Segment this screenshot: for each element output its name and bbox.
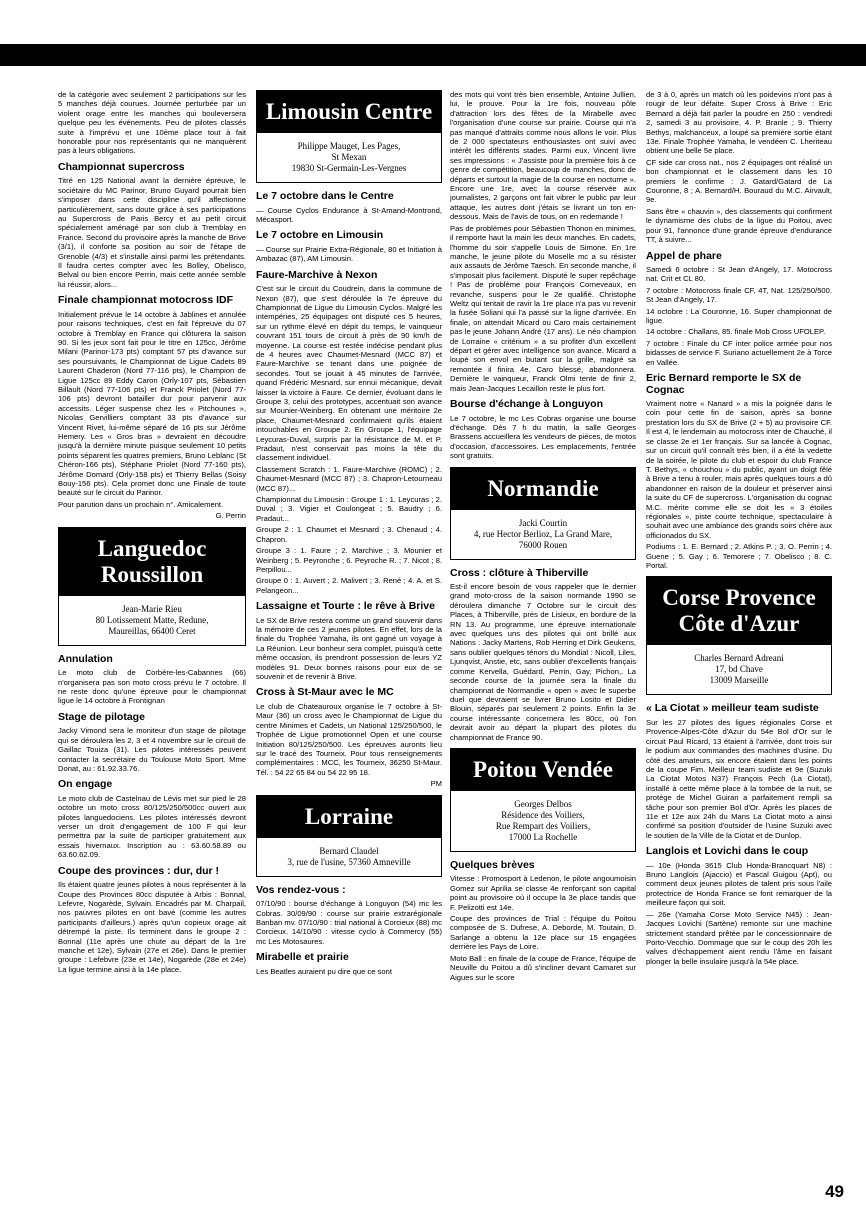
heading-cross-st-maur: Cross à St-Maur avec le MC: [256, 686, 394, 699]
heading-stage: Stage de pilotage: [58, 710, 145, 723]
region-address: [257, 838, 441, 876]
paragraph-appel-2: 7 octobre : Motocross finale CF, 4T, Nat. 125/250/500. St Jean d'Angely, 17.: [646, 285, 832, 305]
paragraph-supercross: Titré en 125 National avant la dernière épreuve, le sociétaire du MC Parinor, Bruno Guyard pourrait bien s'imposer dans cette discipline qu'il affectionne particulièrement, sans doute grâce à ses participations au Supercross de Paris Bercy et au petit circuit spécialement aménagé par son club à Tremblay en France. Second du provisoire après la manche de Brive (3/1), il conforte sa position au soir de l'étape de Grenoble (4/3) et s'installe ainsi parmi les prétendants. Il faudra certes compter avec les Bolley, Obelisco, Belval ou bien encore Perrin, mais cette année semble lui réussir, alors...: [58, 176, 246, 289]
region-box-languedoc: [58, 527, 246, 646]
paragraph-coupe-provinces: Ils étaient quatre jeunes pilotes à nous représenter à la Coupe des Provinces 80cc disputée à Arbis : Bonnal, Lefevre, Nogarède, Sylvain. Encadrés par M. Charpail, nos pauvres pilotes en ont bavé (comme les autres participants d'ailleurs.) après qu'un copieux orage ait détrempé la piste. Ils terminent dans le groupe 2 : Bonnal (11e après une chute au départ de la 1re manche et 12e), Sylvain (27e et 26e). Dans le premier groupe : Lefebvre (23e et 14e), Nogarède (28e et 24e) La ligue termine ainsi à la 14e place.: [58, 880, 246, 974]
heading-lassaigne: Lassaigne et Tourte : le rêve à Brive: [256, 600, 435, 613]
paragraph-cross-thiberville: Est-il encore besoin de vous rappeler que le dernier grand moto-cross de la saison normande 1990 se déroulera dimanche 7 Octobre sur le circuit des Places, à Thiberville, près de Lisieux, en bordure de la RN 13. Au programme, une épreuve internationale avec quelques uns des pilotes qui ont brillé aux Nations : Jacky Martens, Rob Herring et Dirk Geukens, sans oublier quelques ténors du Mondial : Nicoll, Liles, Ljunqvist, Anstie, etc, sans oublier d'excellents français comme Kervella, Guédard, Perrin, Gay, Pichon,. La seconde course de la journée sera la finale du championnat de Normandie « open » avec le superbe duel que devraient se livrer Bruno Losito et Didier Blouin, séparés par seulement 2 points. Enfin la 3e course intéressante concernera les 80cc, où l'on devrait avoir au départ la plupart des pilotes du championnat de France 90.: [450, 582, 636, 742]
address-line: St Mexan: [331, 152, 367, 162]
address-line: 13009 Marseille: [709, 675, 769, 686]
paragraph-rendez-vous: 07/10/90 : bourse d'échange à Longuyon (54) mc les Cobras. 30/09/90 : course sur prairie extrarégionale Banban mv. 07/10/90 : trial national à Corcieux (88) mc Corcieux. 14/10/90 : vitesse cyclo à Commercy (55) mc Les Motosaures.: [256, 899, 442, 946]
paragraph-stage: Jacky Vimond sera le moniteur d'un stage de pilotage qui se déroulera les 2, 3 et 4 novembre sur le circuit de Gaillac Touiza (31). Les pilotes intéressés peuvent contacter la secrétaire du Toulouse Moto Sport. Mme Donat, au : 61.92.33.76.: [58, 726, 246, 773]
paragraph-on-engage: Le moto club de Castelnau de Lévis met sur pied le 28 octobre un moto cross 80/125/250/500cc ouvert aux pilotes languedociens. Les pilotes intéressés devront verser un droit d'engagement de 100 F qui leur permettra par la suite de participer gratuitement aux essais hivernaux. Inscription au : 63.60.58.89 ou 63.60.62.09.: [58, 793, 246, 860]
region-box-poitou: [450, 748, 636, 852]
paragraph-groupe3: Groupe 3 : 1. Faure ; 2. Marchive ; 3. Mounier et Weinberg ; 5. Peyronche ; 6. Peyroche R. ; 7. Nicot ; 8. Perpillou...: [256, 546, 442, 574]
address-line: Jacki Courtin: [518, 517, 568, 528]
region-box-corse-provence: [646, 576, 832, 695]
region-box-lorraine: [256, 795, 442, 877]
address-line: Charles Bernard Adreani: [694, 653, 784, 664]
paragraph-7oct-limousin: — Course sur Prairie Extra-Régionale, 80 et Initiation à Ambazac (87), AM Limousin.: [256, 244, 442, 264]
paragraph-appel-4: 14 octobre : Challans, 85. finale Mob Cross UFOLEP.: [646, 327, 826, 337]
region-title: Lorraine: [257, 796, 441, 838]
region-title: Normandie: [451, 468, 635, 510]
address-line: 4, rue Hector Berlioz, La Grand Mare,: [473, 528, 613, 539]
paragraph-7oct-centre: — Course Cyclos Endurance à St-Amand-Montrond, Mécasport.: [256, 205, 442, 224]
paragraph-parution: Pour parution dans un prochain n°. Amicalement.: [58, 499, 224, 509]
region-title: Poitou Vendée: [451, 749, 635, 791]
paragraph-appel-5: 7 octobre : Finale du CF inter police armée pour nos bidasses de service F. Suriano actuellement 2e à Torce en Vallée.: [646, 338, 832, 367]
paragraph-classement-scratch: Classement Scratch : 1. Faure-Marchive (ROMC) ; 2. Chaumet-Mesnard (MCC 87) ; 3. Chapron-Letourneau (MCC 87)...: [256, 464, 442, 493]
heading-7oct-centre: Le 7 octobre dans le Centre: [256, 190, 394, 202]
heading-bourse: Bourse d'échange à Longuyon: [450, 398, 604, 410]
address-line: 76000 Rouen: [518, 539, 568, 550]
heading-cross-thiberville: Cross : clôture à Thiberville: [450, 566, 589, 579]
paragraph-groupe2: Groupe 2 : 1. Chaumet et Mesnard ; 3. Chenaud ; 4. Chapron.: [256, 525, 442, 544]
paragraph-lassaigne: Le SX de Brive restera comme un grand souvenir dans la mémoire de ces 2 jeunes pilotes. En effet, lors de la finale du Trophée Yamaha, ils ont gagné un voyage à La Réunion. Leur bonheur sera complet, puisqu'à cette même occasion, ils prendront possession de leurs YZ modèles 91. Deux bonnes raisons pour eux de se souvenir et de revenir à Brive.: [256, 615, 442, 682]
address-line: 19830 St-Germain-Les-Vergnes: [291, 163, 407, 173]
heading-coupe-provinces: Coupe des provinces : dur, dur !: [58, 864, 220, 877]
address-line: 17, bd Chave: [715, 664, 763, 675]
paragraph-faure-marchive: C'est sur le circuit du Coudrein, dans la commune de Nexon (87), que s'est déroulée la 7e épreuve du Championnat de Ligue du Limousin Cyclos. Malgré les intempéries, 25 équipages ont disputé ces 5 heures, sur un rythme élevé en dépit du temps, le vainqueur couvrant 151 tours de circuit à près de 90 km/h de moyenne. La course est restée indécise pendant plus de 4 heures avec Chaumet-Mesnard (MCC 87) et Faure-Marchive se tenant dans une poignée de secondes. Tout se jouait à 45 minutes de l'arrivée, quand Frédéric Mesnard, sur ennui mécanique, devait laisser la victoire à Faure. Ce dernier, évoluant dans le Groupe 3, celui des prototypes, accentuait son avance sur Mounier-Weinberg. En obtenant une méritoire 2e place, Chaumet-Mesnard confirmaient qu'ils étaient intouchables en Groupe 2. En Groupe 1, l'équipage Leycuras-Duval, surpris par la résistance de M. et P. Pradaut, n'est conservait pas moins la tête du classement individuel.: [256, 284, 442, 463]
paragraph-groupe0: Groupe 0 : 1. Auvert ; 2. Malivert ; 3. René ; 4. A. et S. Pelangeon...: [256, 576, 442, 595]
paragraph-la-ciotat: Sur les 27 pilotes des ligues régionales Corse et Provence-Alpes-Côte d'Azur du 54e Bol d'Or sur le circuit Paul Ricard, 13 étaient à l'arrivée, dont trois sur le podium aux commandes des machines d'usine. Du côté des amateurs, six encore étaient dans les points de la coupe Fim. Meilleur team sudiste et 9e (Suzuki La Ciotat Motos N37) François Pech (La Ciotat), installé à cette même place à la tombée de la nuit, se protège de Michel Guiran a parfaitement rempli sa tâche pour son premier Bol d'Or. Après les places de 11e et 12e aux 24h du Mans La Ciotat moto a ainsi confirmé sa position d'outsider de l'usine Suzuki avec le soutien de la Ville de la Ciotat et de Dunlop.: [646, 717, 832, 840]
page-number: 49: [825, 1182, 844, 1201]
address-line: Rue Rempart des Voiliers,: [495, 820, 591, 831]
paragraph-bourse: Le 7 octobre, le mc Les Cobras organise une bourse d'échange. Dès 7 h du matin, la salle Georges Brassens accueillera les vendeurs de pièces, de motos d'occasion, d'accessoires. Les emplacements, l'entrée sont gratuits.: [450, 413, 636, 461]
paragraph-palmares: Pas de problèmes pour Sébastien Thonon en minimes, il remporte haut la main les deux manches. En cadets, l'homme du soir s'appelle Louis de Simone. En 1re manche, le jeune pilote du Moselle mc a su résister aux assauts de Jérôme Taesch. En seconde manche, il s'imposait plus facilement. Disputé le super repêchage ! Pas de problème pour François Corneveaux, en revanche, suspens pour le 2e qualifié. Christophe Weltz qui tentait de ravir la 1re place n'a pas vu revenir la fusée Soliani qui l'a passé sur la ligne d'arrivée. En finale, on attendait Micard ou Caro mais certainement pas le jeune Johann André (17 ans). Le néo champion de Lorraine « critérium » a su profiter d'un excellent départ et gérer avec intelligence son avance. Micard a loupé son envol en butant sur la grille, malgré sa remontée il finira 4e. Caro blessé, abandonnera. Dernière le vainqueur, Franck Olmi tente de finir 2, mais Jean-Jacques Lecaillon reste le plus fort.: [450, 223, 636, 393]
region-address: [59, 596, 245, 645]
column-2: [256, 90, 442, 1190]
heading-eric-bernard: Eric Bernard remporte le SX de Cognac: [646, 372, 802, 396]
column-3: [450, 90, 636, 1190]
address-line: Jean-Marie Rieu: [122, 603, 182, 614]
paragraph-chauvin: Sans être « chauvin », des classements qui confirment le dynamisme des clubs de la ligue du Poitou, avec pour 91, l'annonce d'une grande épreuve d'endurance TT, à suivre...: [646, 206, 832, 245]
heading-on-engage: On engage: [58, 778, 113, 791]
column-1: [58, 90, 246, 1190]
heading-faure-marchive: Faure-Marchive à Nexon: [256, 268, 378, 281]
intro-paragraph: de la catégorie avec seulement 2 participations sur les 5 manches déjà courues. Journée perturbée par un violent orage entre les manches qui bouleversera quelque peu les événements. Peu de pilotes classés suite à l'imprévu et une 10ème place tout à fait honorable pour nos représentants qui ne manquèrent pas à leurs obligations.: [58, 90, 246, 156]
paragraph-trial: Coupe des provinces de Trial : l'équipe du Poitou composée de S. Dufrese, A. Deborde, M. Toutain, D. Sarlange a obtenu la 12e place sur 15 engagées derrière les Pays de Loire.: [450, 914, 636, 952]
header-black-bar: [0, 44, 866, 66]
address-line: 80 Lotissement Matte, Redune,: [95, 614, 209, 625]
heading-mirabelle: Mirabelle et prairie: [256, 951, 349, 964]
paragraph-appel-1: Samedi 6 octobre : St Jean d'Angely, 17. Motocross nat. Crit et CL 80.: [646, 265, 832, 284]
region-address: [257, 133, 441, 182]
paragraph-moto-ball: Moto Ball : en finale de la coupe de France, l'équipe de Neuville du Poitou a dû s'incliner devant Camaret sur Aigues sur le score: [450, 953, 636, 982]
region-address: [451, 510, 635, 559]
address-line: 3, rue de l'usine, 57360 Amneville: [287, 856, 411, 867]
address-line: Maureillas, 66400 Ceret: [108, 625, 196, 636]
paragraph-championnat-groupe1: Championnat du Limousin : Groupe 1 : 1. Leycuras ; 2. Duval ; 3. Vigier et Coulongeat ; 5. Baudry ; 6. Pradaut...: [256, 495, 442, 523]
region-address: [647, 645, 831, 694]
paragraph-langlois-1: — 10e (Honda 3615 Club Honda-Brancquart N8) : Bruno Langlois (Ajaccio) et Pascal Guigou (Apt), ou comment deux jeunes pilotes de talent pris sous l'aile protectrice de Honda France se font remarquer de la meilleure façon qui soit.: [646, 860, 832, 908]
heading-breves: Quelques brèves: [450, 858, 535, 871]
heading-rendez-vous: Vos rendez-vous :: [256, 883, 346, 896]
paragraph-cf-side-car: CF side car cross nat., nos 2 équipages ont réalisé un bon championnat et le classement dans les 10 premiers le confirme : J. Gatard/Gatard de La Couronne, 8 ; A. Bernard/H. Bouraud du M.C. Airvault, 9e.: [646, 157, 832, 205]
region-box-normandie: [450, 467, 636, 560]
paragraph-finale-idf: Initialement prévue le 14 octobre à Jablines et annulée pour raisons techniques, c'est en fait l'épreuve du 07 octobre à Tremblay en France qui clôturera la saison 90. Si les jeux sont fait pour le titre en 125cc, Jérôme Milani (Parinor-173 pts) comptant 57 pts d'avance sur ses poursuivants, le Championnat de Ligue Cadets 89 Laurent Chaderon (Nord 77-116 pts), le Champion de Ligue 125cc 89 Eddy Caron (Orly-107 pts, Sébastien Billault (Nord 77-106 pts) et Franck Priolet (Nord 77-106 pts) devront batailler dur pour parvenir aux accessits. Léger suspense chez les « Pitchounes », Nicolas Gervilliers comptant 33 pts d'avance sur Vincent Rivet, lui-même séparé de 16 pts sur Jérôme Hemery. Les « Gros bras » devraient en découdre jusqu'à la dernière minute puisque seulement 10 petits points séparent les quatres premiers, Bruno Leblanc (St Chéron-166 pts), Stéphane Priolet (Nord 77-160 pts), Jérôme Domard (Orly-158 pts) et Thierry Bellas (Soisy Bouy-156 pts). Cela promet donc une Finale de toute beauté sur le circuit du Parinor.: [58, 309, 246, 498]
paragraph-mirabelle-cont: des mots qui vont très bien ensemble, Antoine Jullien, lui, le prouve. Pour la 1re fois, nouveau pôle d'attraction lors des fêtes de la Mirabelle avec l'organisation d'une course sur prairie. Course qui n'a pas manqué d'attraits comme nous allons le voir. Plus de 2 000 spectateurs enthousiastes ont suivi avec intérêt les différents stades. Parmi eux, Vincent livre ses impressions : « J'assiste pour la première fois à ce genre de compétition, beaucoup de manches, donc de départs et surtout la magie de la course en nocturne ». Encore une 1re, avec la course réservée aux journalistes, 2 garçons ont fait vibrer le public par leur attaque, les autres dont j'étais se livrant un ton en-dessous. Mais de l'avis de tous, on en redemande !: [450, 90, 636, 222]
address-line: Philippe Mauget, Les Pages,: [297, 141, 401, 151]
paragraph-cross-st-maur: Le club de Chateauroux organise le 7 octobre à St-Maur (36) un cross avec le Championnat de Ligue du centre Minimes et Cadets, un National 125/250/500, le Trophée de Ligue promotionnel Open et une course Initiation 80/125/250/500. Les épreuves auronts lieu sur le tracé des Tourneix. Pour tous renseignements complémentaires : MCC, les Tourneix, 36250 St-Maur. Tél. : 54 22 65 84 ou 54 22 95 18.: [256, 701, 442, 777]
paragraph-mirabelle: Les Beatles auraient pu dire que ce sont: [256, 966, 392, 976]
heading-langlois: Langlois et Lovichi dans le coup: [646, 845, 809, 858]
paragraph-podiums: Podiums : 1. E. Bernard ; 2. Atkins P. ; 3. O. Perrin ; 4. Guene ; 5. Gay ; 6. Temorere ; 7. Obelisco ; 8. C. Portal.: [646, 542, 832, 570]
paragraph-langlois-2: — 26e (Yamaha Corse Moto Service N45) : Jean-Jacques Lovichi (Sartène) remonte sur une machine strictement standard prêtée par le concessionnaire de Porto-Vecchio. Dommage que sur le coup des 20h les valves d'échappement aient rendu l'âme en faisant plonger la belle insulaire jusqu'à la 54e place.: [646, 909, 832, 966]
heading-annulation: Annulation: [58, 652, 113, 665]
signature: G. Perrin: [215, 511, 246, 521]
region-box-limousin: [256, 90, 442, 183]
signature: PM: [430, 779, 442, 789]
region-title: Languedoc Roussillon: [59, 528, 245, 596]
address-line: Résidence des Voiliers,: [501, 809, 585, 820]
region-title: Corse Provence Côte d'Azur: [647, 577, 831, 645]
heading-7oct-limousin: Le 7 octobre en Limousin: [256, 229, 384, 242]
address-line: 17000 La Rochelle: [508, 831, 578, 842]
heading-appel-phare: Appel de phare: [646, 249, 722, 262]
paragraph-vitesse: Vitesse : Promosport à Ledenon, le pilote angoumoisin Gomez sur Aprilia se classe 4e renforçant son capital point au provisoire où il occupe la 3e place tandis que F. Pelizotti est 14e.: [450, 874, 636, 912]
address-line: Bernard Claudel: [319, 845, 379, 856]
region-address: [451, 791, 635, 851]
paragraph-eric-bernard: Vraiment notre « Nanard » a mis la poignée dans le coin pour cette fin de saison, après sa bonne prestation lors du SX de Brive (2 + 5) au provisoire CF. Il est 4, le lendemain au motocross inter de Chauché, il se classe 2e et 1er français. Sur sa lancée à Cognac, sur un circuit qu'il connaît très bien, il a été la vedette de la soirée, le pilote du club et espoir du club France T. Bethys, « chouchou » du public, ayant un doigt fêlé à Brive a tenu à rouler, mais après quelques tours a dû abandonner en raison de la douleur et préserver ainsi la suite du CF de supercross. L'organisation du cognac M.C. mérite comme elle se doit les « 3 étoiles régionales », piste courte technique, spectaculaire à souhait avec une ambiance des grands soirs chère aux officionados du SX.: [646, 399, 832, 540]
heading-finale-idf: Finale championnat motocross IDF: [58, 294, 234, 307]
region-title: Limousin Centre: [257, 91, 441, 133]
paragraph-moto-ball-cont: de 3 à 0, après un match où les poidevins n'ont pas à rougir de leur défaite. Super Cross à Brive : Eric Bernard a déjà fait parler la poudre en 250 : vendredi 2, samedi 3 au provisoire, 4. P. Branle ; 9. Thierry Bethys, malchanceux, a loupé sa première sortie étant 13e. Finale Trophée Yamaha, le vendéen C. Lheriteau obtient une belle 5e place.: [646, 90, 832, 156]
paragraph-appel-3: 14 octobre : La Couronne, 16. Super championnat de ligue.: [646, 306, 832, 326]
paragraph-annulation: Le moto club de Corbère-les-Cabannes (66) n'organisera pas son moto cross prévu le 7 octobre. Il ne reste donc qu'une épreuve pour le championnat ligue le 14 octobre à Frontignan: [58, 668, 246, 706]
column-4: [646, 90, 832, 1190]
address-line: Georges Delbos: [514, 798, 572, 809]
heading-la-ciotat: « La Ciotat » meilleur team sudiste: [646, 702, 819, 715]
heading-supercross: Championnat supercross: [58, 160, 185, 173]
